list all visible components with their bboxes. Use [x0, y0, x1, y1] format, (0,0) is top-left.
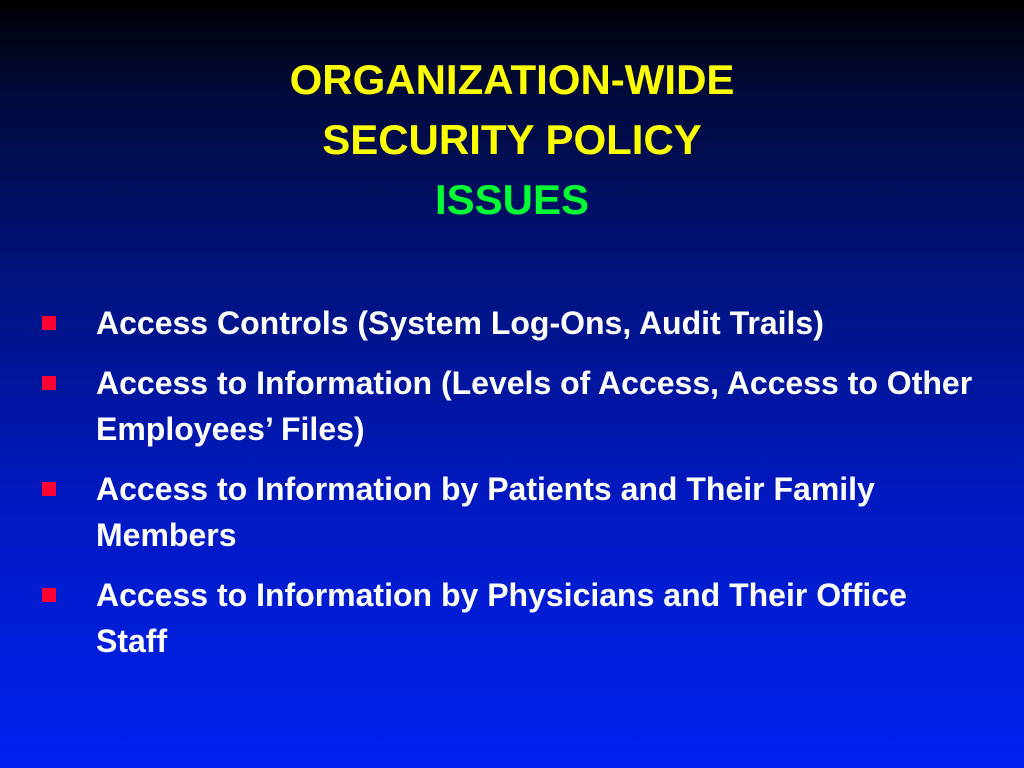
bullet-text: Access to Information by Patients and Their Family Members	[96, 471, 875, 553]
square-bullet-icon	[42, 588, 56, 602]
bullet-text: Access Controls (System Log-Ons, Audit Trails)	[96, 305, 824, 341]
square-bullet-icon	[42, 482, 56, 496]
bullet-item	[38, 300, 978, 346]
square-bullet-icon	[42, 376, 56, 390]
bullet-item	[38, 466, 978, 558]
slide-title	[0, 50, 1024, 230]
title-subtitle: ISSUES	[434, 176, 590, 223]
title-line-2: SECURITY POLICY	[322, 116, 702, 163]
bullet-text: Access to Information (Levels of Access, Access to Other Employees’ Files)	[96, 365, 973, 447]
bullet-item	[38, 360, 978, 452]
square-bullet-icon	[42, 316, 56, 330]
bullet-list	[38, 300, 978, 678]
bullet-item	[38, 572, 978, 664]
bullet-text: Access to Information by Physicians and Their Office Staff	[96, 577, 907, 659]
title-line-1: ORGANIZATION-WIDE	[289, 56, 735, 103]
